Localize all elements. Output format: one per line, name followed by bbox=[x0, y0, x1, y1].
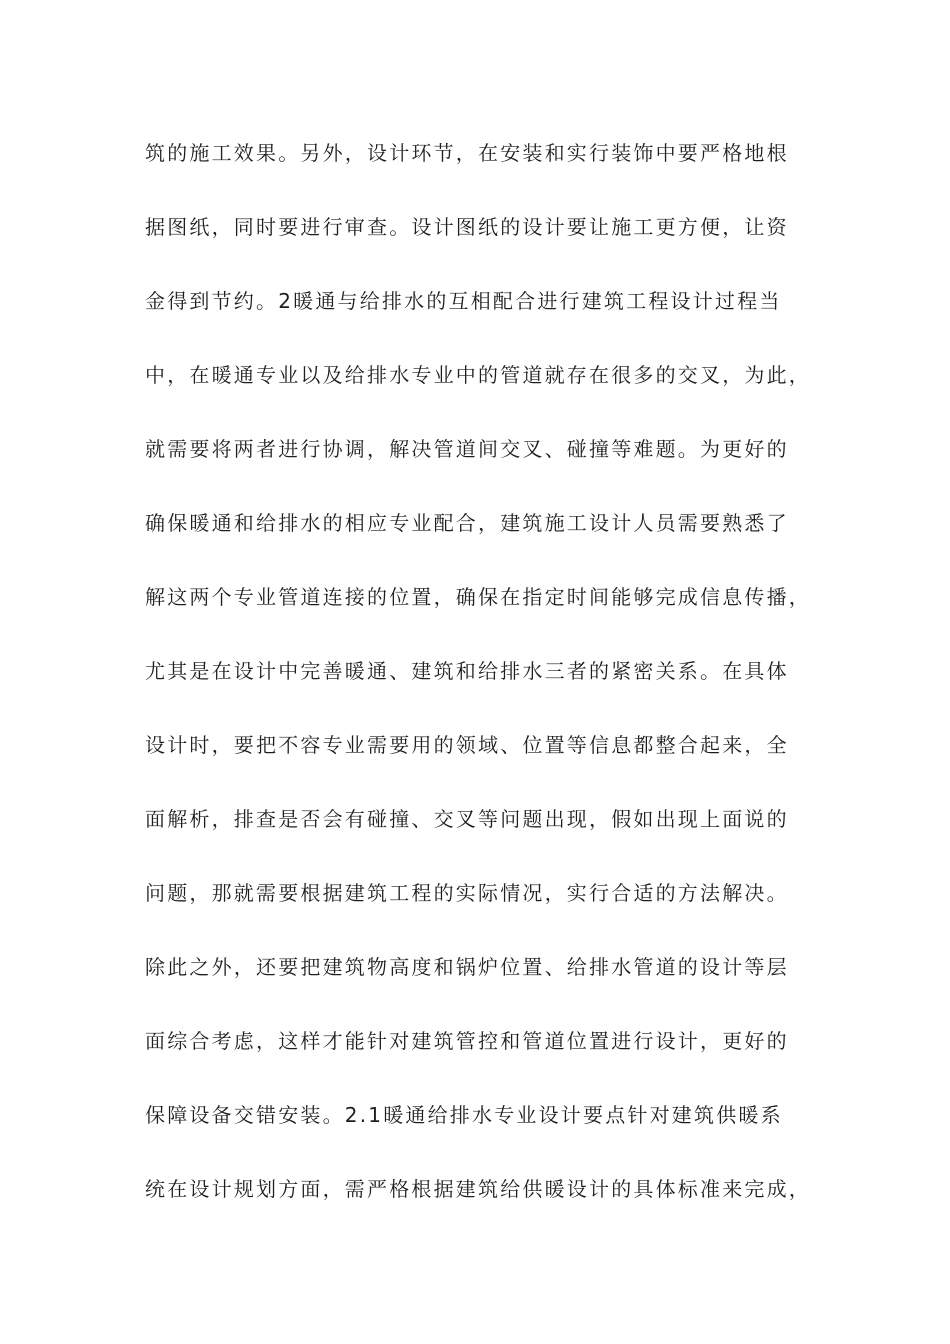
text-line: 除此之外，还要把建筑物高度和锅炉位置、给排水管道的设计等层 bbox=[145, 955, 789, 979]
text-line: 筑的施工效果。另外，设计环节，在安装和实行装饰中要严格地根 bbox=[145, 141, 789, 165]
text-line: 确保暖通和给排水的相应专业配合，建筑施工设计人员需要熟悉了 bbox=[145, 511, 789, 535]
text-line: 尤其是在设计中完善暖通、建筑和给排水三者的紧密关系。在具体 bbox=[145, 659, 789, 683]
text-line: 问题，那就需要根据建筑工程的实际情况，实行合适的方法解决。 bbox=[145, 881, 789, 905]
text-line: 就需要将两者进行协调，解决管道间交叉、碰撞等难题。为更好的 bbox=[145, 437, 789, 461]
text-line: 面解析，排查是否会有碰撞、交叉等问题出现，假如出现上面说的 bbox=[145, 807, 789, 831]
text-line: 中，在暖通专业以及给排水专业中的管道就存在很多的交叉，为此， bbox=[145, 363, 811, 387]
text-line: 解这两个专业管道连接的位置，确保在指定时间能够完成信息传播， bbox=[145, 585, 811, 609]
text-line: 设计时，要把不容专业需要用的领域、位置等信息都整合起来，全 bbox=[145, 733, 789, 757]
text-line: 金得到节约。2暖通与给排水的互相配合进行建筑工程设计过程当 bbox=[145, 289, 782, 313]
text-line: 统在设计规划方面，需严格根据建筑给供暖设计的具体标准来完成， bbox=[145, 1177, 811, 1201]
text-line: 据图纸，同时要进行审查。设计图纸的设计要让施工更方便，让资 bbox=[145, 215, 789, 239]
text-line: 保障设备交错安装。2.1暖通给排水专业设计要点针对建筑供暖系 bbox=[145, 1103, 783, 1127]
body-text bbox=[145, 130, 845, 1240]
text-line: 面综合考虑，这样才能针对建筑管控和管道位置进行设计，更好的 bbox=[145, 1029, 789, 1053]
